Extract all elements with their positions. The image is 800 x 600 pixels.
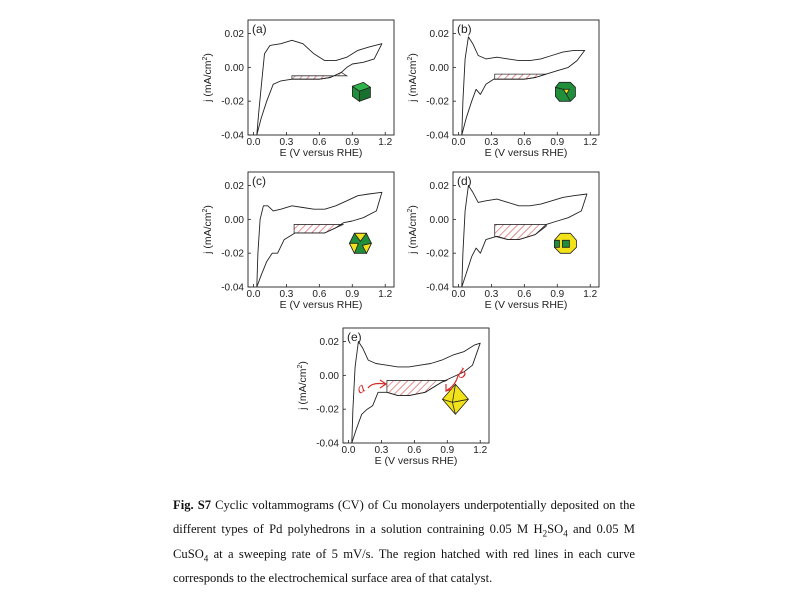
x-tick-label: 0.0 [246,137,261,148]
x-tick-label: 1.2 [473,445,488,456]
x-tick-label: 0.6 [517,289,532,300]
y-tick-label: -0.02 [426,96,449,108]
hatched-esca-region [387,380,447,395]
caption-text-3: and 0.05 M CuSO [173,522,635,561]
panel-b [407,20,599,159]
x-tick-label: 0.9 [550,137,565,148]
caption-text-4: at a sweeping rate of 5 mV/s. The region hatched with red lines in each curve corresponds to the electrochemical surface area of that catalyst. [173,546,635,586]
x-tick-label: 0.6 [407,445,422,456]
x-tick-label: 0.3 [279,137,294,148]
icon-trunc-oct-square [562,240,569,247]
caption-text-2: SO [547,522,564,537]
panel-label: (c) [252,174,266,188]
y-tick-label: -0.02 [221,248,244,260]
x-tick-label: 0.3 [484,137,499,148]
y-axis-label: j $(mA/cm^2)$ [297,361,309,410]
x-tick-label: 1.2 [583,289,598,300]
y-tick-label: -0.02 [426,248,449,260]
panel-label: (e) [347,330,362,344]
y-tick-label: 0.02 [429,181,449,193]
x-tick-label: 0.3 [484,289,499,300]
panel-c [202,172,394,311]
y-tick-label: 0.02 [224,181,244,193]
y-tick-label: -0.02 [316,404,339,416]
x-tick-label: 0.3 [279,289,294,300]
panel-e [297,328,489,467]
y-tick-label: 0.02 [224,29,244,41]
x-tick-label: 0.9 [345,289,360,300]
x-tick-label: 0.0 [341,445,356,456]
x-axis-label: E (V versus RHE) [484,299,568,311]
y-tick-label: 0.02 [319,337,339,349]
annotation-a [354,380,386,397]
x-tick-label: 0.0 [451,289,466,300]
panel-label: (a) [252,22,267,36]
annotation-a-label: a [354,380,369,398]
x-tick-label: 1.2 [378,137,393,148]
x-axis-label: E (V versus RHE) [279,147,363,159]
y-tick-label: 0.00 [429,214,449,226]
caption-text-1: Cyclic voltammograms (CV) of Cu monolayers underpotentially deposited on the different types of Pd polyhedrons in a solution contraining 0.05 M H [173,498,635,537]
caption-label: Fig. S7 [173,498,212,512]
icon-trunc-oct-square-2 [554,240,559,247]
y-axis-label: j $(mA/cm^2)$ [202,53,214,102]
caption-sub-3: 4 [203,553,209,564]
panel-d [407,172,599,311]
caption-sub-1: 2 [542,528,548,539]
y-tick-label: 0.00 [429,62,449,74]
x-tick-label: 0.9 [440,445,455,456]
y-tick-label: -0.04 [316,438,339,450]
y-tick-label: -0.04 [221,130,244,142]
x-tick-label: 0.6 [517,137,532,148]
figure-caption [173,493,635,591]
x-axis-label: E (V versus RHE) [484,147,568,159]
y-tick-label: 0.00 [224,62,244,74]
caption-sub-2: 4 [563,528,568,539]
y-tick-label: -0.04 [221,282,244,294]
x-tick-label: 0.3 [374,445,389,456]
y-axis-label: j $(mA/cm^2)$ [202,205,214,254]
y-tick-label: 0.02 [429,29,449,41]
panel-a [202,20,394,159]
annotation-b-label: b [454,365,469,384]
y-tick-label: -0.04 [426,130,449,142]
x-tick-label: 0.0 [451,137,466,148]
x-axis-label: E (V versus RHE) [279,299,363,311]
y-tick-label: 0.00 [224,214,244,226]
panel-label: (b) [457,22,472,36]
hatched-esca-region [294,224,343,232]
x-tick-label: 0.9 [550,289,565,300]
panel-label: (d) [457,174,472,188]
y-tick-label: -0.04 [426,282,449,294]
x-tick-label: 0.6 [312,137,327,148]
x-tick-label: 1.2 [583,137,598,148]
x-tick-label: 1.2 [378,289,393,300]
y-axis-label: j $(mA/cm^2)$ [407,205,419,254]
x-axis-label: E (V versus RHE) [374,455,458,467]
x-tick-label: 0.6 [312,289,327,300]
y-tick-label: 0.00 [319,370,339,382]
x-tick-label: 0.9 [345,137,360,148]
x-tick-label: 0.0 [246,289,261,300]
y-tick-label: -0.02 [221,96,244,108]
y-axis-label: j $(mA/cm^2)$ [407,53,419,102]
